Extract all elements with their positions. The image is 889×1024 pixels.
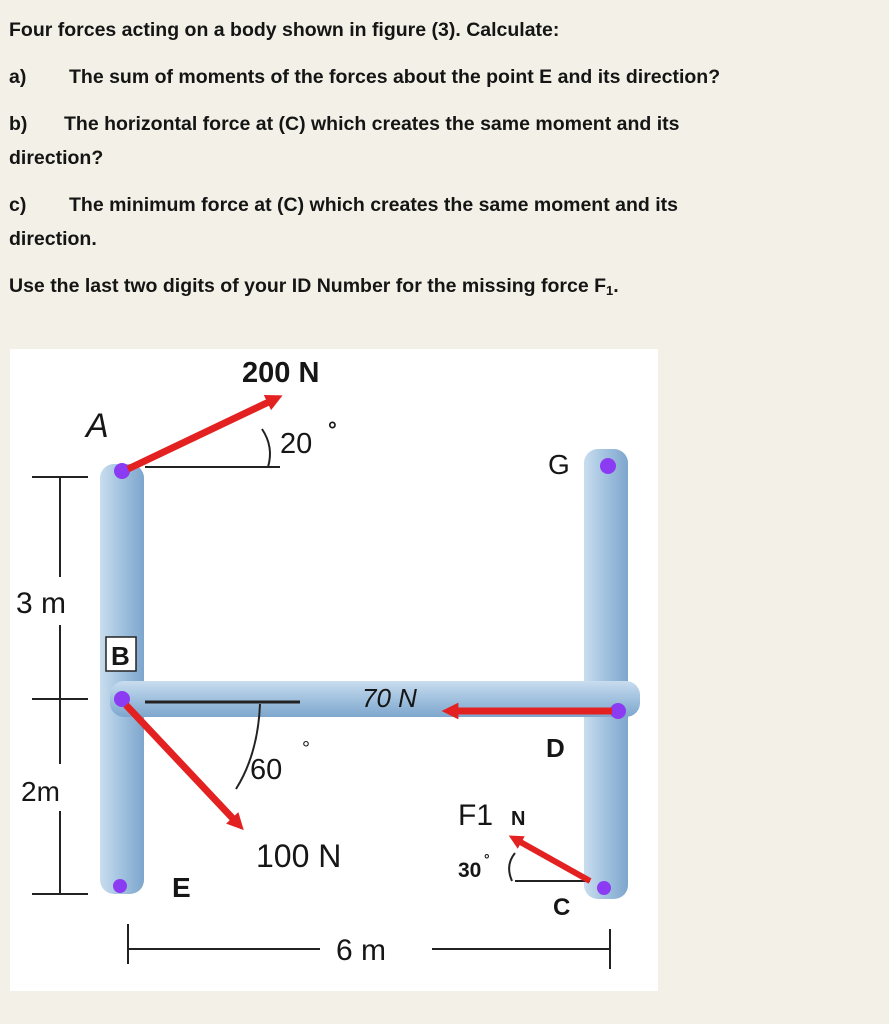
note-end: . [613,275,619,297]
dim-6m-label: 6 m [336,934,387,967]
point-g-label: G [548,449,570,480]
point-c-label: C [553,894,571,921]
joint-g [600,458,616,474]
part-c-text: The minimum force at (C) which creates the same moment and its [69,194,678,216]
angle-30-label: 30 [458,859,482,882]
point-b-label: B [111,641,130,671]
angle-arc-20 [262,429,270,467]
part-b [9,113,679,136]
dim-3m-label: 3 m [16,587,67,620]
force-100n-label: 100 N [256,838,342,874]
part-a-label: a) [9,66,27,88]
part-b-continuation: direction? [9,147,104,169]
force-200n-label: 200 N [242,357,320,389]
joint-e [113,879,127,893]
arrow-f1 [515,839,590,881]
angle-arc-30 [509,853,515,881]
part-a-text: The sum of moments of the forces about the point E and its direction? [69,66,721,88]
part-b-text: The horizontal force at (C) which creates the same moment and its [64,113,680,135]
part-c [9,194,678,217]
angle-20-degree: ° [328,417,337,442]
point-d-label: D [546,733,565,763]
member-left-column [100,464,144,894]
angle-60-label: 60 [250,754,283,786]
dim-2m-label: 2m [21,776,60,807]
force-f1-label: F1 [458,799,494,832]
point-a-label: A [86,407,109,445]
force-diagram-svg [10,349,658,991]
angle-30-degree: ° [484,851,490,867]
arrow-200n [128,399,275,469]
angle-20-label: 20 [280,428,313,460]
note-text: Use the last two digits of your ID Number for the missing force F [9,275,606,297]
part-c-label: c) [9,194,27,216]
force-f1-unit: N [511,808,526,830]
angle-60-degree: ° [302,738,310,760]
part-b-label: b) [9,113,28,135]
part-a [9,66,720,89]
member-right-column [584,449,628,899]
problem-note [9,275,619,298]
problem-intro: Four forces acting on a body shown in figure (3). Calculate: [9,19,560,41]
force-70n-label: 70 N [362,683,417,713]
point-e-label: E [172,872,191,903]
joint-c [597,881,611,895]
note-subscript: 1 [606,283,614,298]
part-c-continuation: direction. [9,228,97,250]
joint-d [610,703,626,719]
force-diagram [10,349,658,991]
